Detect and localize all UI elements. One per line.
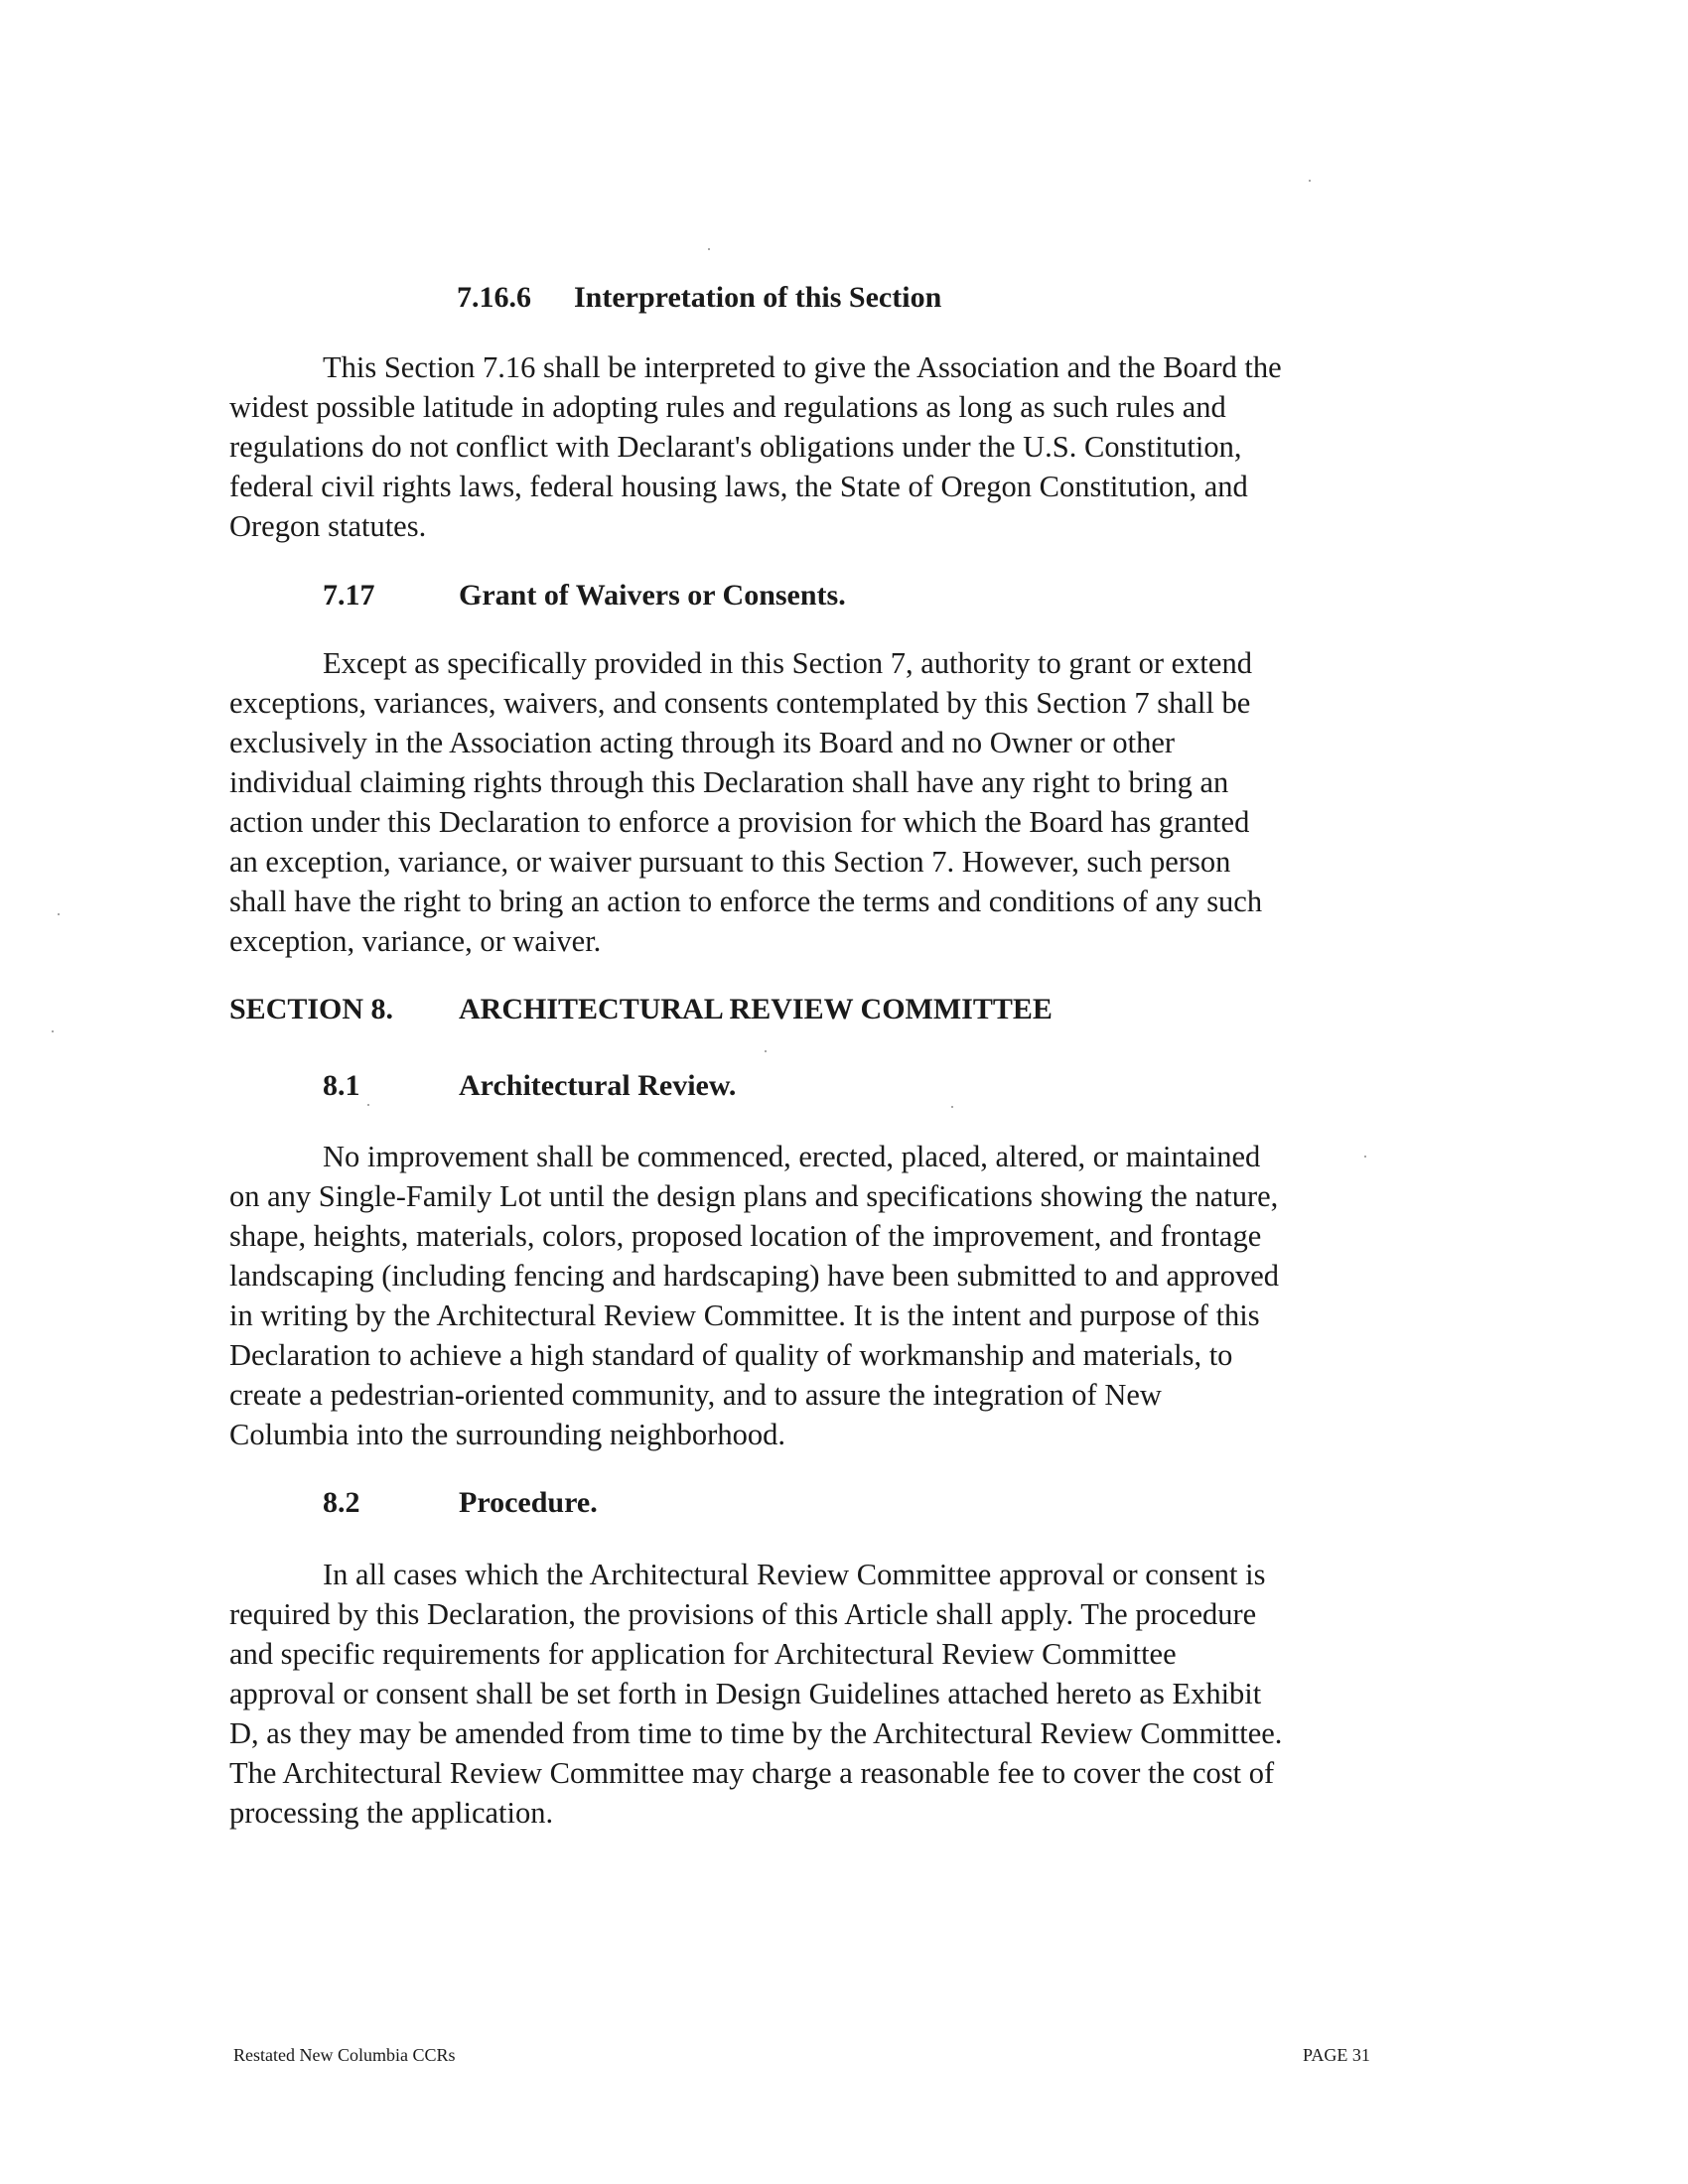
- paragraph-line: exclusively in the Association acting through its Board and no Owner or other: [229, 726, 1176, 759]
- paragraph-7-16-6: [229, 347, 1396, 546]
- paragraph-line: processing the application.: [229, 1796, 554, 1830]
- paragraph-line: In all cases which the Architectural Review Committee approval or consent is: [323, 1558, 1266, 1591]
- paragraph-7-17: [229, 643, 1396, 961]
- section-number: 8.1: [323, 1069, 360, 1102]
- scan-speck: [58, 913, 60, 915]
- heading-8-2: [323, 1483, 598, 1523]
- paragraph-line: Columbia into the surrounding neighborhood.: [229, 1418, 785, 1451]
- paragraph-line: Oregon statutes.: [229, 509, 427, 543]
- paragraph-line: on any Single-Family Lot until the design plans and specifications showing the nature,: [229, 1179, 1279, 1213]
- paragraph-line: Declaration to achieve a high standard of quality of workmanship and materials, to: [229, 1338, 1233, 1372]
- paragraph-line: create a pedestrian-oriented community, and to assure the integration of New: [229, 1378, 1162, 1412]
- scan-speck: [1309, 180, 1311, 182]
- section-title: Grant of Waivers or Consents.: [459, 579, 846, 612]
- section-title: Interpretation of this Section: [574, 281, 942, 314]
- paragraph-line: and specific requirements for application for Architectural Review Committee: [229, 1637, 1177, 1671]
- footer-page-number: PAGE 31: [1303, 2045, 1370, 2065]
- paragraph-line: exceptions, variances, waivers, and consents contemplated by this Section 7 shall be: [229, 686, 1251, 720]
- section-title: Architectural Review.: [459, 1069, 737, 1102]
- heading-8-1: [323, 1066, 736, 1106]
- paragraph-line: shape, heights, materials, colors, proposed location of the improvement, and frontage: [229, 1219, 1262, 1253]
- paragraph-line: exception, variance, or waiver.: [229, 924, 602, 958]
- paragraph-8-2: [229, 1555, 1396, 1833]
- paragraph-line: regulations do not conflict with Declarant's obligations under the U.S. Constitution,: [229, 430, 1242, 464]
- paragraph-line: approval or consent shall be set forth in Design Guidelines attached hereto as Exhibit: [229, 1677, 1262, 1710]
- heading-section-8: [229, 990, 1053, 1029]
- paragraph-line: required by this Declaration, the provisions of this Article shall apply. The procedure: [229, 1597, 1257, 1631]
- paragraph-line: D, as they may be amended from time to time by the Architectural Review Committee.: [229, 1716, 1283, 1750]
- scan-speck: [951, 1106, 953, 1108]
- scan-speck: [765, 1050, 767, 1052]
- section-number: SECTION 8.: [229, 993, 394, 1025]
- paragraph-line: in writing by the Architectural Review Committee. It is the intent and purpose of this: [229, 1298, 1260, 1332]
- footer-document-title: Restated New Columbia CCRs: [233, 2045, 456, 2065]
- section-title: ARCHITECTURAL REVIEW COMMITTEE: [459, 993, 1053, 1025]
- section-number: 8.2: [323, 1486, 360, 1519]
- section-title: Procedure.: [459, 1486, 598, 1519]
- heading-7-16-6: [457, 278, 941, 318]
- paragraph-line: shall have the right to bring an action to enforce the terms and conditions of any such: [229, 885, 1263, 918]
- scan-speck: [52, 1030, 54, 1032]
- scan-speck: [367, 1104, 369, 1106]
- paragraph-line: This Section 7.16 shall be interpreted to give the Association and the Board the: [323, 350, 1282, 384]
- paragraph-line: an exception, variance, or waiver pursuant to this Section 7. However, such person: [229, 845, 1231, 879]
- section-number: 7.16.6: [457, 281, 531, 314]
- scan-speck: [708, 248, 710, 250]
- paragraph-line: individual claiming rights through this Declaration shall have any right to bring an: [229, 765, 1229, 799]
- paragraph-line: landscaping (including fencing and hardscaping) have been submitted to and approved: [229, 1259, 1280, 1293]
- paragraph-line: The Architectural Review Committee may charge a reasonable fee to cover the cost of: [229, 1756, 1275, 1790]
- paragraph-line: widest possible latitude in adopting rules and regulations as long as such rules and: [229, 390, 1226, 424]
- section-number: 7.17: [323, 579, 375, 612]
- paragraph-line: Except as specifically provided in this Section 7, authority to grant or extend: [323, 646, 1252, 680]
- paragraph-line: federal civil rights laws, federal housing laws, the State of Oregon Constitution, and: [229, 470, 1248, 503]
- paragraph-line: No improvement shall be commenced, erected, placed, altered, or maintained: [323, 1140, 1261, 1173]
- paragraph-line: action under this Declaration to enforce a provision for which the Board has granted: [229, 805, 1250, 839]
- heading-7-17: [323, 576, 846, 615]
- scan-speck: [1364, 1156, 1366, 1158]
- paragraph-8-1: [229, 1137, 1396, 1454]
